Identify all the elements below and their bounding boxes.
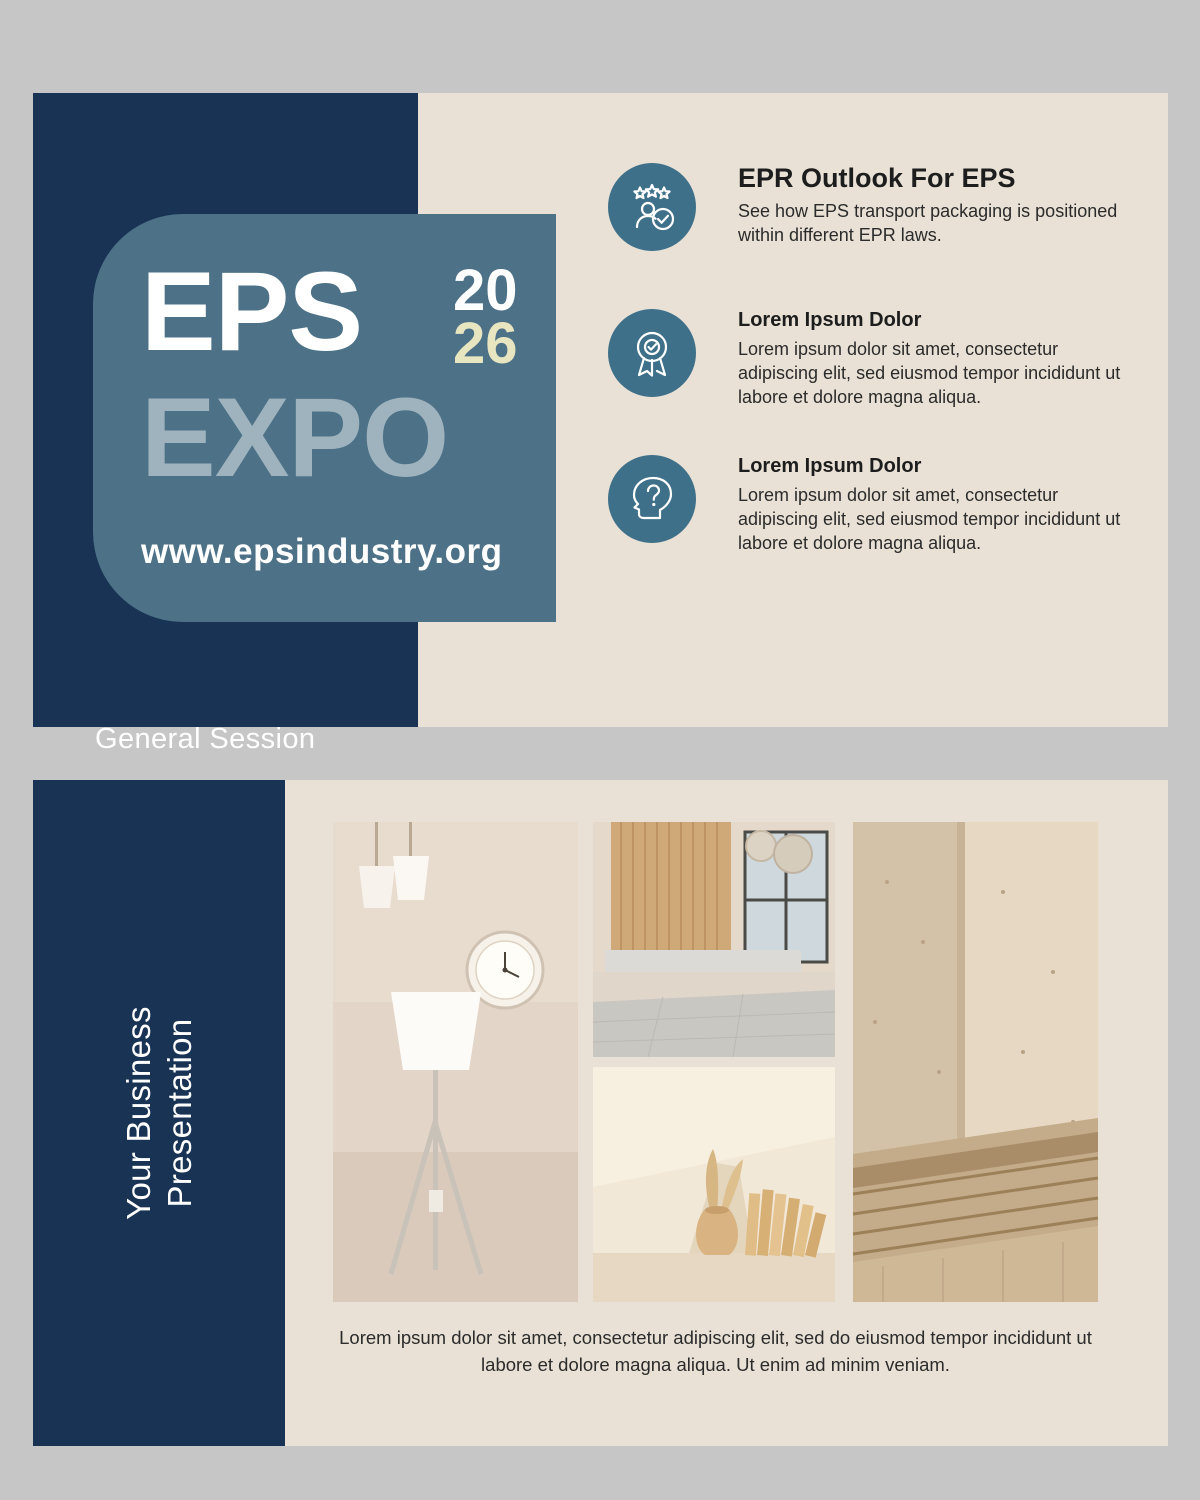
feature-title: Lorem Ipsum Dolor <box>738 455 922 477</box>
logo-year <box>453 258 518 377</box>
vase-with-books-photo <box>593 1067 835 1302</box>
eps-expo-logo-card <box>93 214 556 622</box>
gallery-caption: Lorem ipsum dolor sit amet, consectetur adipiscing elit, sed do eiusmod tempor incididunt ut labore et dolore magna aliqua. Ut enim ad minim veniam. <box>339 1327 1092 1375</box>
feature-body <box>738 163 1133 248</box>
logo-expo-word: EXPO <box>141 375 449 500</box>
logo-website-url: www.epsindustry.org <box>141 532 503 571</box>
slide-one <box>33 93 1168 755</box>
feature-item-lorem-one <box>608 309 1133 421</box>
logo-inner <box>93 214 556 622</box>
slide-two <box>33 780 1168 1446</box>
feature-body <box>738 309 1133 410</box>
feature-list <box>608 163 1133 601</box>
modern-interior-bench-photo <box>593 822 835 1057</box>
head-question-icon <box>608 455 696 543</box>
logo-year-bottom: 26 <box>453 311 518 377</box>
logo-eps-word: EPS <box>141 249 363 374</box>
slide-two-navy-panel <box>33 780 285 1446</box>
feature-text: See how EPS transport packaging is positioned within different EPR laws. <box>738 201 1118 245</box>
presentation-title-vertical <box>33 780 285 1446</box>
feature-title: Lorem Ipsum Dolor <box>738 309 922 331</box>
concrete-column-and-stairs-photo <box>853 822 1098 1302</box>
feature-item-lorem-two <box>608 455 1133 567</box>
feature-text: Lorem ipsum dolor sit amet, consectetur adipiscing elit, sed eiusmod tempor incididunt ut labore et dolore magna aliqua. <box>738 485 1121 553</box>
general-session-label: General Session <box>95 723 316 755</box>
award-ribbon-icon <box>608 309 696 397</box>
feature-item-epr-outlook <box>608 163 1133 275</box>
photo-gallery <box>333 822 1098 1302</box>
logo-year-top: 20 <box>453 258 518 323</box>
presentation-title-line2: Presentation <box>161 1018 198 1208</box>
feature-text: Lorem ipsum dolor sit amet, consectetur adipiscing elit, sed eiusmod tempor incididunt ut labore et dolore magna aliqua. <box>738 339 1121 407</box>
feature-body <box>738 455 1133 556</box>
feature-title: EPR Outlook For EPS <box>738 163 1016 193</box>
rating-badge-icon <box>608 163 696 251</box>
presentation-title-line1: Your Business <box>119 1006 157 1220</box>
floor-lamp-and-wall-clock-photo <box>333 822 578 1302</box>
